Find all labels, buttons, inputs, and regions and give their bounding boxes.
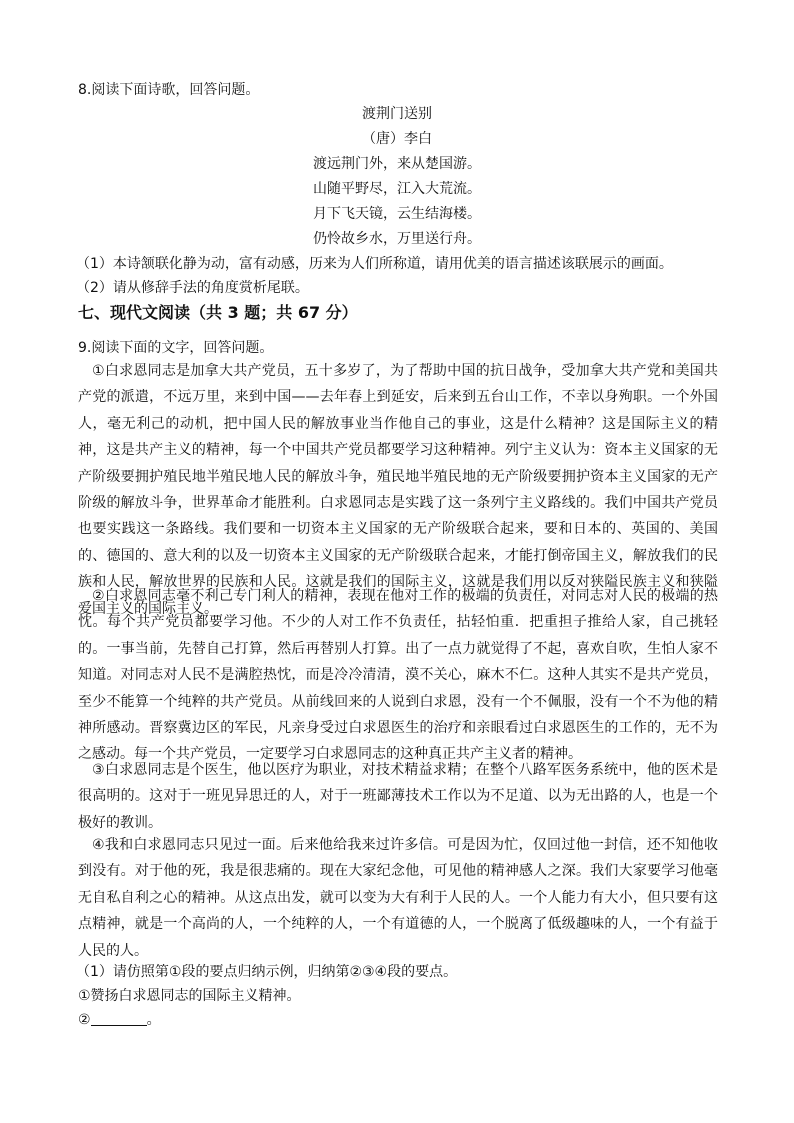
example-answer: ①赞扬白求恩同志的国际主义精神。 <box>78 988 301 1004</box>
poem-line: 山随平野尽，江入大荒流。 <box>313 181 481 197</box>
question-8-sub-2: （2）请从修辞手法的角度赏析尾联。 <box>76 280 309 296</box>
poem-title: 渡荆门送别 <box>362 106 432 122</box>
answer-blank[interactable] <box>91 1011 147 1026</box>
section-heading: 七、现代文阅读（共 3 题；共 67 分） <box>78 303 358 322</box>
answer-number: ② <box>78 1012 91 1028</box>
question-9-stem: 9.阅读下面的文字，回答问题。 <box>78 340 274 356</box>
question-9-sub-1: （1）请仿照第①段的要点归纳示例，归纳第②③④段的要点。 <box>76 964 458 980</box>
poem-line: 渡远荆门外，来从楚国游。 <box>313 156 481 172</box>
passage-paragraph: ②白求恩同志毫不利己专门利人的精神，表现在他对工作的极端的负责任，对同志对人民的极端的热忱。每个共产党员都要学习他。不少的人对工作不负责任，拈轻怕重．把重担子推给人家，自己挑轻的。一事当前，先替自己打算，然后再替别人打算。出了一点力就觉得了不起，喜欢自吹，生怕人家不知道。对同志对人民不是满腔热忱，而是冷冷清清，漠不关心，麻木不仁。这种人其实不是共产党员，至少不能算一个纯粹的共产党员。从前线回来的人说到白求恩，没有一个不佩服，没有一个不为他的精神所感动。晋察冀边区的军民，凡亲身受过白求恩医生的治疗和亲眼看过白求恩医生的工作的，无不为之感动。每一个共产党员，一定要学习白求恩同志的这种真正共产主义者的精神。 <box>78 588 718 763</box>
passage-paragraph: ③白求恩同志是个医生，他以医疗为职业，对技术精益求精；在整个八路军医务系统中，他的医术是很高明的。这对于一班见异思迁的人，对于一班鄙薄技术工作以为不足道、以为无出路的人，也是一个极好的教训。 <box>78 762 718 831</box>
question-8-sub-1: （1）本诗颔联化静为动，富有动感，历来为人们所称道，请用优美的语言描述该联展示的画面。 <box>76 256 673 272</box>
poem-line: 月下飞天镜，云生结海楼。 <box>313 206 481 222</box>
poem-line: 仍怜故乡水，万里送行舟。 <box>313 231 481 247</box>
answer-line <box>78 1010 161 1030</box>
question-8-stem: 8.阅读下面诗歌，回答问题。 <box>78 82 260 98</box>
answer-punctuation: 。 <box>146 1012 161 1028</box>
passage-paragraph: ④我和白求恩同志只见过一面。后来他给我来过许多信。可是因为忙，仅回过他一封信，还不知他收到没有。对于他的死，我是很悲痛的。现在大家纪念他，可见他的精神感人之深。我们大家要学习他毫无自私自利之心的精神。从这点出发，就可以变为大有利于人民的人。一个人能力有大小，但只要有这点精神，就是一个高尚的人，一个纯粹的人，一个有道德的人，一个脱离了低级趣味的人，一个有益于人民的人。 <box>78 837 718 959</box>
poem-author: （唐）李白 <box>362 131 432 147</box>
passage-paragraph: ①白求恩同志是加拿大共产党员，五十多岁了，为了帮助中国的抗日战争，受加拿大共产党和美国共产党的派遣，不远万里，来到中国——去年春上到延安，后来到五台山工作，不幸以身殉职。一个外国人，毫无利己的动机，把中国人民的解放事业当作他自己的事业，这是什么精神？这是国际主义的精神，这是共产主义的精神，每一个中国共产党员都要学习这种精神。列宁主义认为：资本主义国家的无产阶级要拥护殖民地半殖民地人民的解放斗争，殖民地半殖民地的无产阶级要拥护资本主义国家的无产阶级的解放斗争，世界革命才能胜利。白求恩同志是实践了这一条列宁主义路线的。我们中国共产党员也要实践这一条路线。我们要和一切资本主义国家的无产阶级联合起来，要和日本的、英国的、美国的、德国的、意大利的以及一切资本主义国家的无产阶级联合起来，才能打倒帝国主义，解放我们的民族和人民，解放世界的民族和人民。这就是我们的国际主义，这就是我们用以反对狭隘民族主义和狭隘爱国主义的国际主义。 <box>78 363 718 617</box>
